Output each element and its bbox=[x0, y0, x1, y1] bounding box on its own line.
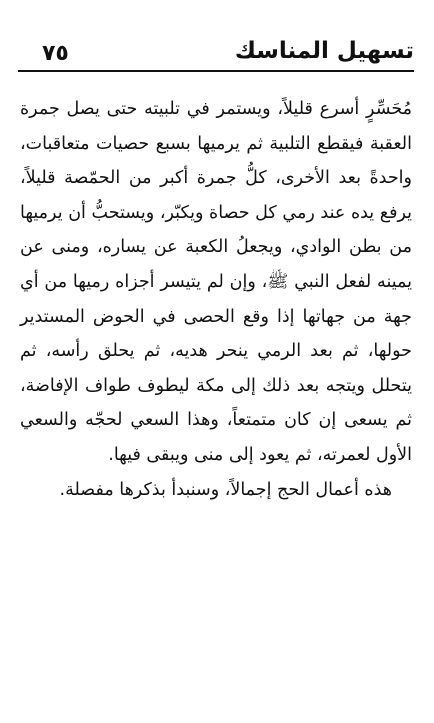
running-title: تسهيل المناسك bbox=[234, 38, 414, 64]
page-number: ٧٥ bbox=[42, 41, 69, 66]
header-rule bbox=[18, 70, 414, 72]
page-header bbox=[18, 36, 414, 76]
paragraph-main: مُحَسِّرٍ أسرع قليلاً، ويستمر في تلبيته حتى يصل جمرة العقبة فيقطع التلبية ثم يرميها بسبع حصيات متعاقبات، واحدةً بعد الأخرى، كلُّ جمرة أكبر من الحمّصة قليلاً، يرفع يده عند رمي كل حصاة ويكبّر، ويستحبُّ أن يرميها من بطن الوادي، ويجعلُ الكعبة عن يساره، ومنى عن يمينه لفعل النبي ﷺ، وإن لم يتيسر أجزاه رميها من أي جهة من جهاتها إذا وقع الحصى في الحوض المستدير حولها، ثم بعد الرمي ينحر هديه، ثم يحلق رأسه، ثم يتحلل ويتجه بعد ذلك إلى مكة ليطوف طواف الإفاضة، ثم يسعى إن كان متمتعاً، وهذا السعي لحجّه والسعي الأول لعمرته، ثم يعود إلى منى ويبقى فيها. bbox=[20, 99, 412, 465]
paragraph-closing: هذه أعمال الحج إجمالاً، وسنبدأ بذكرها مفصلة. bbox=[59, 479, 392, 500]
page-body bbox=[20, 92, 412, 507]
